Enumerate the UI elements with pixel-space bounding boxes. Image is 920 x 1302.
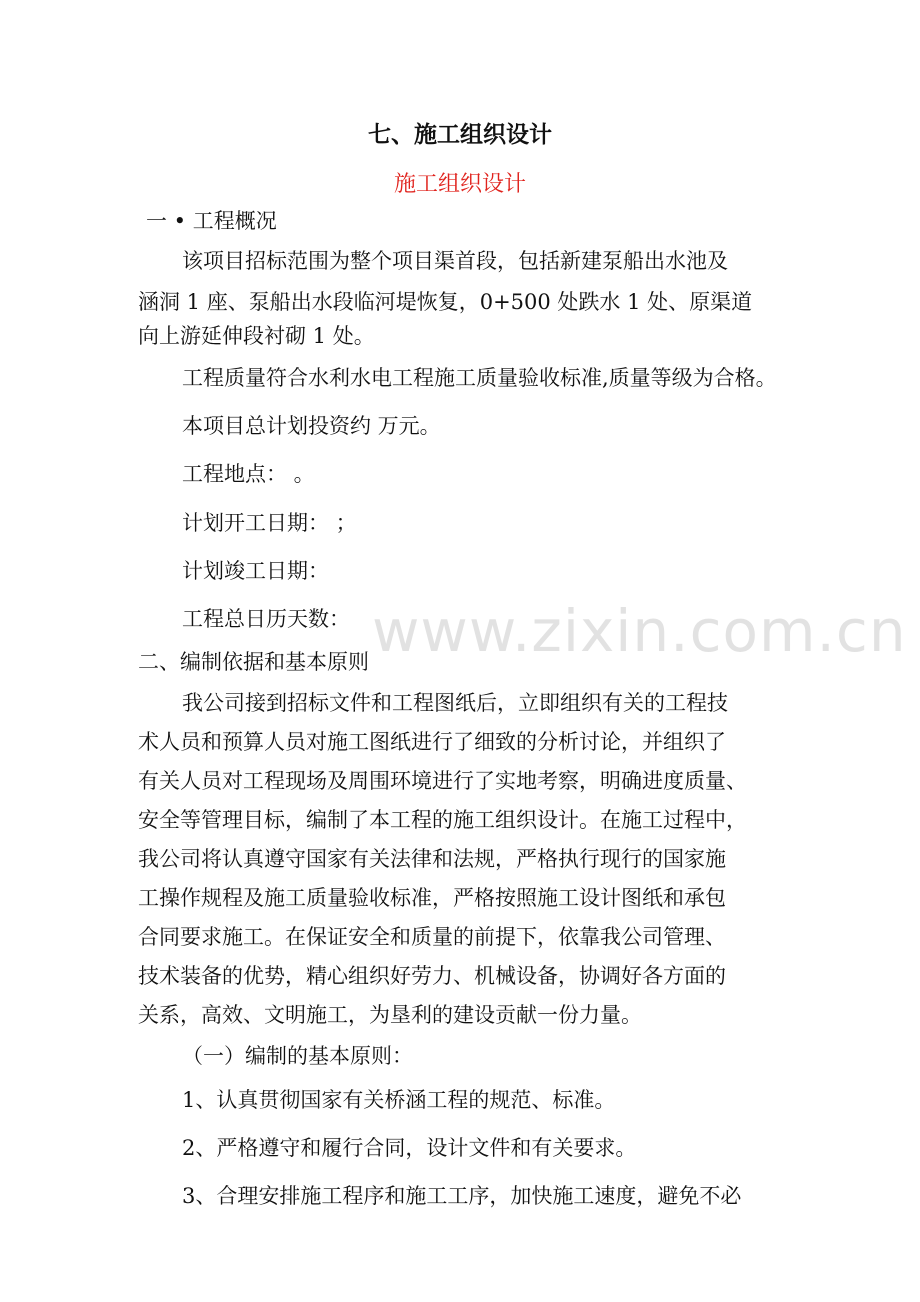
paragraph-line: 涵洞 1 座、泵船出水段临河堤恢复，0+500 处跌水 1 处、原渠道	[138, 290, 753, 314]
paragraph-line: 术人员和预算人员对施工图纸进行了细致的分析讨论，并组织了	[138, 730, 726, 754]
section1-heading: 一 • 工程概况	[146, 209, 277, 233]
principle-item: 2、严格遵守和履行合同，设计文件和有关要求。	[182, 1136, 637, 1160]
paragraph-line: 合同要求施工。在保证安全和质量的前提下，依靠我公司管理、	[138, 925, 726, 949]
paragraph-line: 我公司将认真遵守国家有关法律和法规，严格执行现行的国家施	[138, 847, 726, 871]
location-line: 工程地点： 。	[182, 462, 315, 486]
end-date-line: 计划竣工日期：	[182, 559, 329, 583]
paragraph-line: 我公司接到招标文件和工程图纸后，立即组织有关的工程技	[182, 691, 728, 715]
principle-item: 3、合理安排施工程序和施工工序，加快施工速度，避免不必	[182, 1184, 742, 1208]
document-subtitle: 施工组织设计	[393, 172, 526, 197]
investment-line: 本项目总计划投资约 万元。	[182, 414, 441, 438]
paragraph-line: 安全等管理目标，编制了本工程的施工组织设计。在施工过程中，	[138, 808, 747, 832]
section2-heading: 二、编制依据和基本原则	[138, 650, 369, 674]
total-days-line: 工程总日历天数：	[182, 607, 350, 631]
watermark: www.zixin.com.cn	[372, 597, 907, 665]
principle-item: 1、认真贯彻国家有关桥涵工程的规范、标准。	[182, 1088, 616, 1112]
quality-line: 工程质量符合水利水电工程施工质量验收标准,质量等级为合格。	[182, 366, 777, 390]
principles-heading: （一）编制的基本原则：	[182, 1044, 413, 1068]
paragraph-line: 有关人员对工程现场及周围环境进行了实地考察，明确进度质量、	[138, 769, 747, 793]
paragraph-line: 向上游延伸段衬砌 1 处。	[138, 324, 375, 348]
paragraph-line: 关系，高效、文明施工，为垦利的建设贡献一份力量。	[138, 1003, 642, 1027]
paragraph-line: 该项目招标范围为整个项目渠首段，包括新建泵船出水池及	[182, 249, 728, 273]
start-date-line: 计划开工日期： ；	[182, 511, 357, 535]
document-title: 七、施工组织设计	[368, 121, 552, 148]
paragraph-line: 技术装备的优势，精心组织好劳力、机械设备，协调好各方面的	[138, 964, 726, 988]
paragraph-line: 工操作规程及施工质量验收标准，严格按照施工设计图纸和承包	[138, 886, 726, 910]
